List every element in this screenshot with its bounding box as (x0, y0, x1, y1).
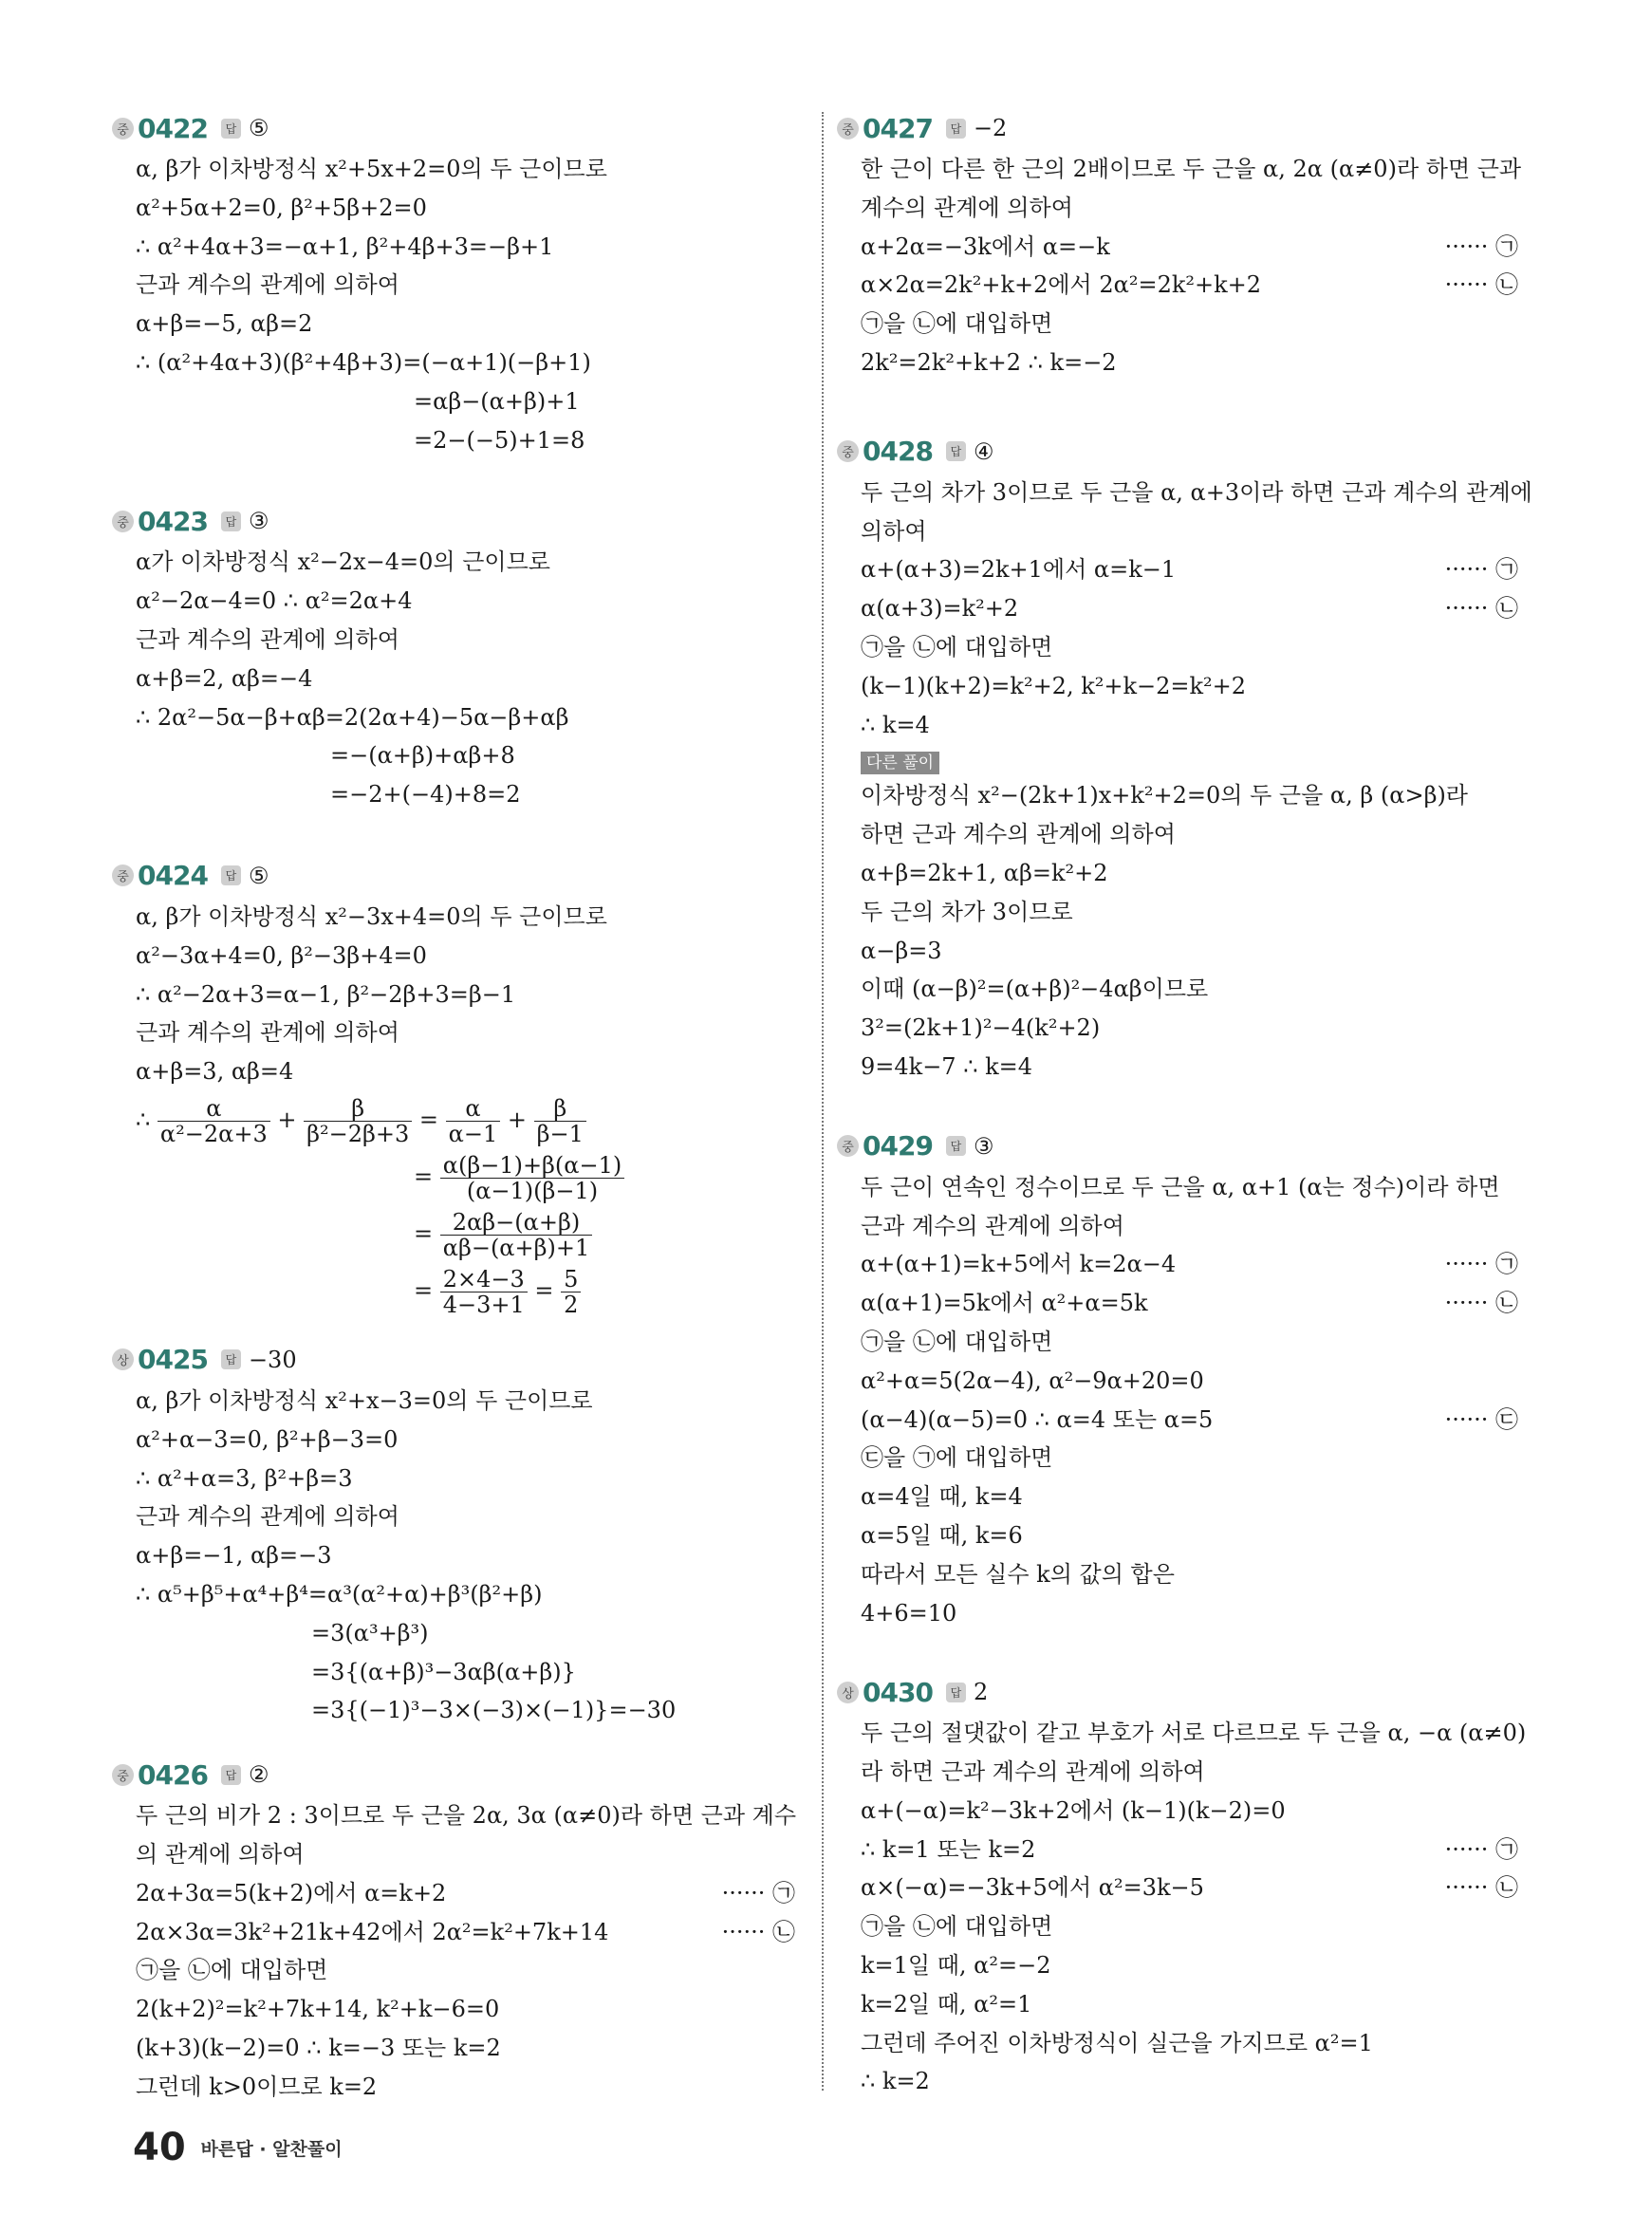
equation-tag: ······ ㉢ (1444, 1405, 1518, 1433)
line-text: (α−4)(α−5)=0 ∴ α=4 또는 α=5 (861, 1405, 1214, 1433)
solution-line (837, 1478, 1518, 1516)
solution-line (112, 1990, 795, 2029)
line-text: 의하여 (861, 517, 927, 545)
solution-line (837, 550, 1518, 589)
level-badge: 중 (837, 118, 859, 139)
line-text: 2(k+2)²=k²+7k+14, k²+k−6=0 (136, 1996, 500, 2023)
denominator: β²−2β+3 (306, 1120, 410, 1147)
equation-tag: ······ ㉡ (1444, 1874, 1518, 1902)
line-text: 2k²=2k²+k+2 ∴ k=−2 (861, 348, 1117, 376)
line-text: k=2일 때, α²=1 (861, 1990, 1032, 2018)
solution-line (837, 305, 1518, 344)
solution-line (837, 1284, 1518, 1323)
numerator: 2αβ−(α+β) (440, 1210, 593, 1236)
operator: + (507, 1106, 527, 1133)
solution-line (837, 667, 1518, 706)
solution-line (837, 2062, 1518, 2101)
level-badge: 중 (837, 1135, 859, 1157)
answer-value: ⑤ (248, 862, 269, 889)
numerator: β (534, 1096, 586, 1122)
numerator: β (304, 1096, 412, 1122)
line-text: α²+α=5(2α−4), α²−9α+20=0 (861, 1367, 1204, 1394)
problem-header (112, 854, 795, 898)
solution-line (837, 512, 1518, 551)
answer-label-icon: 답 (221, 865, 241, 885)
solution-line: =3{(−1)³−3×(−3)×(−1)}=−30 (311, 1697, 677, 1724)
denominator: 2 (564, 1291, 579, 1318)
solution-line (837, 1869, 1518, 1907)
solution-line: =−(α+β)+αβ+8 (330, 742, 515, 770)
solution-line (837, 189, 1518, 228)
line-text: ㉠을 ㉡에 대입하면 (136, 1957, 328, 1984)
line-text: α×2α=2k²+k+2에서 2α²=2k²+k+2 (861, 271, 1262, 299)
solution-line: =−2+(−4)+8=2 (330, 781, 521, 809)
line-text: 두 근의 절댓값이 같고 부호가 서로 다르므로 두 근을 α, −α (α≠0) (861, 1720, 1527, 1747)
answer-label-icon: 답 (221, 1349, 241, 1369)
footer-title: 바른답 · 알찬풀이 (200, 2138, 343, 2160)
line-text: ∴ k=1 또는 k=2 (861, 1835, 1036, 1863)
solution-line (837, 150, 1522, 189)
problem-header (837, 1670, 1518, 1714)
equation-tag: ······ ㉠ (1444, 1251, 1518, 1278)
problem-header (112, 106, 795, 150)
solution-line (837, 2024, 1518, 2063)
line-text: ∴ k=2 (861, 2068, 930, 2095)
answer-value: −30 (248, 1346, 297, 1373)
solution-line (837, 228, 1518, 267)
solution-line (837, 1168, 1518, 1207)
equation-tag: ······ ㉡ (1444, 271, 1518, 299)
problem-number: 0422 (138, 112, 208, 144)
answer-label-icon: 답 (221, 511, 241, 531)
problem-0422 (112, 106, 795, 459)
solution-line: ∴ 2α²−5α−β+αβ=2(2α+4)−5α−β+αβ (136, 703, 569, 731)
solution-line (837, 1245, 1518, 1284)
problem-0423 (112, 499, 795, 814)
line-text: α+2α=−3k에서 α=−k (861, 232, 1110, 260)
solution-line: ∴ (α²+4α+3)(β²+4β+3)=(−α+1)(−β+1) (136, 348, 591, 376)
problem-header (837, 430, 1518, 474)
line-text: α+(α+3)=2k+1에서 α=k−1 (861, 556, 1177, 584)
solution-line: =3{(α+β)³−3αβ(α+β)} (311, 1658, 576, 1685)
solution-line: 근과 계수의 관계에 의하여 (136, 271, 399, 299)
solution-line: ∴ α²+4α+3=−α+1, β²+4β+3=−β+1 (136, 232, 554, 260)
line-text: α(α+3)=k²+2 (861, 595, 1019, 623)
problem-header (112, 499, 795, 543)
answer-value: ② (248, 1761, 269, 1789)
problem-number: 0426 (138, 1758, 208, 1791)
fraction (304, 1096, 412, 1147)
solution-line: α+β=2, αβ=−4 (136, 664, 313, 692)
solution-line (837, 1555, 1518, 1594)
equation-tag: ······ ㉡ (721, 1918, 795, 1945)
solution-line: =αβ−(α+β)+1 (414, 387, 580, 415)
answer-label-icon: 답 (221, 119, 241, 139)
problem-number: 0429 (863, 1130, 933, 1162)
level-badge: 상 (112, 1348, 134, 1370)
line-text: 2α+3α=5(k+2)에서 α=k+2 (136, 1879, 447, 1906)
line-text: k=1일 때, α²=−2 (861, 1952, 1051, 1980)
fraction-equation (112, 1091, 795, 1148)
denominator: β−1 (536, 1120, 584, 1147)
solution-line: 하면 근과 계수의 관계에 의하여 (861, 821, 1176, 848)
line-text: ㉢을 ㉠에 대입하면 (861, 1444, 1053, 1472)
line-text: 근과 계수의 관계에 의하여 (861, 1212, 1124, 1239)
problem-header (112, 1753, 795, 1796)
solution-line (837, 474, 1532, 512)
equation-tag: ······ ㉡ (1444, 1290, 1518, 1317)
problem-header (837, 106, 1518, 150)
operator: = (414, 1219, 434, 1247)
solution-line (112, 1835, 795, 1874)
solution-line: α, β가 이차방정식 x²+x−3=0의 두 근이므로 (136, 1386, 593, 1414)
solution-line (837, 1516, 1518, 1555)
line-text: α×(−α)=−3k+5에서 α²=3k−5 (861, 1874, 1204, 1902)
line-text: 두 근이 연속인 정수이므로 두 근을 α, α+1 (α는 정수)이라 하면 (861, 1173, 1500, 1200)
equation-tag: ······ ㉠ (721, 1879, 795, 1906)
level-badge: 중 (112, 1764, 134, 1786)
problem-number: 0430 (863, 1676, 933, 1708)
answer-value: ③ (973, 1132, 994, 1160)
solution-line: α−β=3 (861, 937, 942, 964)
answer-value: 2 (973, 1679, 989, 1706)
solution-line (837, 706, 1518, 745)
page-number: 40 (133, 2126, 186, 2169)
line-text: 2α×3α=3k²+21k+42에서 2α²=k²+7k+14 (136, 1918, 609, 1945)
fraction (440, 1210, 593, 1261)
fraction-equation (112, 1148, 795, 1205)
problem-number: 0423 (138, 505, 208, 537)
numerator: α(β−1)+β(α−1) (440, 1153, 624, 1179)
left-column (112, 106, 795, 2106)
solution-line (837, 344, 1518, 382)
solution-line: =2−(−5)+1=8 (414, 426, 585, 454)
problem-0430 (837, 1670, 1527, 2101)
line-text: 계수의 관계에 의하여 (861, 194, 1073, 221)
right-column (837, 106, 1532, 2101)
equation-tag: ······ ㉠ (1444, 232, 1518, 260)
solution-line (112, 2068, 795, 2107)
numerator: α (446, 1096, 501, 1122)
solution-line: α+β=−1, αβ=−3 (136, 1542, 332, 1570)
line-text: (k−1)(k+2)=k²+2, k²+k−2=k²+2 (861, 672, 1247, 699)
fraction (158, 1096, 270, 1147)
solution-line (837, 1362, 1518, 1401)
line-text: 그런데 주어진 이차방정식이 실근을 가지므로 α²=1 (861, 2029, 1373, 2056)
line-text: ㉠을 ㉡에 대입하면 (861, 1328, 1053, 1355)
problem-number: 0428 (863, 436, 933, 468)
problem-0428 (837, 430, 1532, 1087)
fraction (440, 1153, 624, 1204)
solution-line: ∴ α²+α=3, β²+β=3 (136, 1464, 353, 1492)
fraction-equation (112, 1205, 795, 1262)
solution-line (837, 1714, 1527, 1753)
line-text: ㉠을 ㉡에 대입하면 (861, 1913, 1053, 1941)
fraction-equation (112, 1262, 795, 1319)
solution-line: 근과 계수의 관계에 의하여 (136, 1503, 399, 1531)
solution-line (837, 1207, 1518, 1246)
solution-line: 근과 계수의 관계에 의하여 (136, 625, 399, 653)
solution-line: α+β=−5, αβ=2 (136, 310, 313, 338)
line-text: (k+3)(k−2)=0 ∴ k=−3 또는 k=2 (136, 2034, 501, 2061)
operator: = (418, 1106, 438, 1133)
answer-value: ⑤ (248, 115, 269, 141)
line-text: 두 근의 비가 2 : 3이므로 두 근을 2α, 3α (α≠0)라 하면 근과 계수 (136, 1802, 797, 1830)
solution-line (837, 1401, 1518, 1440)
solution-line: α²−2α−4=0 ∴ α²=2α+4 (136, 587, 413, 615)
operator: = (414, 1276, 434, 1304)
level-badge: 중 (112, 511, 134, 532)
solution-line (837, 589, 1518, 628)
fraction (534, 1096, 586, 1147)
fraction (446, 1096, 501, 1147)
solution-line: 근과 계수의 관계에 의하여 (136, 1019, 399, 1047)
operator: + (277, 1106, 297, 1133)
solution-line: 이때 (α−β)²=(α+β)²−4αβ이므로 (861, 976, 1209, 1003)
solution-line (112, 2029, 795, 2068)
fraction (561, 1267, 581, 1318)
line-text: α(α+1)=5k에서 α²+α=5k (861, 1290, 1148, 1317)
solution-line: ∴ α²−2α+3=α−1, β²−2β+3=β−1 (136, 980, 516, 1008)
column-divider (822, 112, 824, 2091)
line-text: 그런데 k>0이므로 k=2 (136, 2073, 378, 2100)
solution-line: α+β=2k+1, αβ=k²+2 (861, 859, 1108, 886)
line-text: 한 근이 다른 한 근의 2배이므로 두 근을 α, 2α (α≠0)라 하면 근과 (861, 156, 1522, 182)
fraction (440, 1267, 528, 1318)
line-text: α+(−α)=k²−3k+2에서 (k−1)(k−2)=0 (861, 1796, 1286, 1824)
level-badge: 중 (112, 865, 134, 886)
line-text: 의 관계에 의하여 (136, 1840, 305, 1868)
solution-line (112, 1874, 795, 1913)
solution-line: 3²=(2k+1)²−4(k²+2) (861, 1014, 1101, 1042)
solution-line: 이차방정식 x²−(2k+1)x+k²+2=0의 두 근을 α, β (α>β)라 (861, 782, 1468, 809)
problem-0427 (837, 106, 1522, 382)
therefore-symbol: ∴ (136, 1106, 151, 1133)
denominator: 4−3+1 (442, 1291, 525, 1318)
denominator: αβ−(α+β)+1 (442, 1234, 590, 1261)
line-text: α=4일 때, k=4 (861, 1483, 1023, 1511)
equation-tag: ······ ㉠ (1444, 556, 1518, 584)
solution-line: 9=4k−7 ∴ k=4 (861, 1052, 1033, 1080)
solution-line (837, 266, 1518, 305)
solution-line (837, 1439, 1518, 1478)
solution-line (837, 1753, 1518, 1792)
answer-label-icon: 답 (946, 441, 966, 461)
solution-line (837, 1594, 1518, 1633)
answer-label-icon: 답 (946, 1683, 966, 1702)
solution-line (837, 1946, 1518, 1985)
line-text: 라 하면 근과 계수의 관계에 의하여 (861, 1758, 1205, 1786)
line-text: 4+6=10 (861, 1599, 957, 1627)
line-text: ㉠을 ㉡에 대입하면 (861, 310, 1053, 338)
solution-line (837, 1792, 1518, 1831)
level-badge: 상 (837, 1682, 859, 1703)
solution-line: α²+α−3=0, β²+β−3=0 (136, 1425, 399, 1453)
answer-value: −2 (973, 115, 1008, 141)
problem-0424 (112, 854, 795, 1319)
problem-0429 (837, 1125, 1518, 1633)
numerator: 2×4−3 (440, 1267, 528, 1292)
solution-line: α+β=3, αβ=4 (136, 1058, 294, 1086)
problem-number: 0425 (138, 1344, 208, 1376)
solution-line: α가 이차방정식 x²−2x−4=0의 근이므로 (136, 549, 550, 576)
equation-tag: ······ ㉡ (1444, 595, 1518, 623)
solution-line: α, β가 이차방정식 x²−3x+4=0의 두 근이므로 (136, 902, 607, 930)
other-solution-row (837, 744, 1518, 776)
solution-line: =3(α³+β³) (311, 1619, 429, 1646)
problem-number: 0427 (863, 112, 933, 144)
denominator: (α−1)(β−1) (466, 1177, 599, 1204)
line-text: ㉠을 ㉡에 대입하면 (861, 633, 1053, 660)
operator: = (534, 1276, 554, 1304)
solution-line (837, 1985, 1518, 2024)
solution-line (112, 1796, 795, 1835)
solution-line: α²+5α+2=0, β²+5β+2=0 (136, 194, 427, 221)
problem-header (112, 1338, 795, 1382)
problem-number: 0424 (138, 860, 208, 892)
answer-value: ④ (973, 437, 994, 465)
solution-line: α, β가 이차방정식 x²+5x+2=0의 두 근이므로 (136, 156, 607, 182)
solution-line (112, 1913, 795, 1952)
operator: = (414, 1162, 434, 1190)
denominator: α²−2α+3 (159, 1120, 268, 1147)
page-footer (133, 2126, 343, 2169)
line-text: α=5일 때, k=6 (861, 1521, 1023, 1549)
solution-line (837, 1907, 1518, 1946)
line-text: ∴ k=4 (861, 711, 930, 738)
solution-line (112, 1951, 795, 1990)
solution-line (837, 1323, 1518, 1362)
line-text: α+(α+1)=k+5에서 k=2α−4 (861, 1251, 1177, 1278)
problem-0426 (112, 1753, 795, 2106)
numerator: 5 (561, 1267, 581, 1292)
answer-label-icon: 답 (946, 119, 966, 139)
line-text: 따라서 모든 실수 k의 값의 합은 (861, 1560, 1175, 1588)
solution-line: α²−3α+4=0, β²−3β+4=0 (136, 941, 427, 969)
solution-line (837, 1831, 1518, 1869)
level-badge: 중 (837, 440, 859, 462)
solution-line (837, 628, 1518, 667)
equation-tag: ······ ㉠ (1444, 1835, 1518, 1863)
problem-0425 (112, 1338, 795, 1730)
numerator: α (158, 1096, 270, 1122)
answer-value: ③ (248, 508, 269, 535)
solution-line: ∴ α⁵+β⁵+α⁴+β⁴=α³(α²+α)+β³(β²+β) (136, 1580, 543, 1608)
denominator: α−1 (448, 1120, 498, 1147)
solution-line: 두 근의 차가 3이므로 (861, 898, 1073, 925)
answer-label-icon: 답 (946, 1136, 966, 1156)
problem-header (837, 1125, 1518, 1168)
line-text: 두 근의 차가 3이므로 두 근을 α, α+3이라 하면 근과 계수의 관계에 (861, 478, 1532, 506)
level-badge: 중 (112, 118, 134, 139)
answer-label-icon: 답 (221, 1765, 241, 1785)
other-solution-badge: 다른 풀이 (861, 752, 939, 774)
